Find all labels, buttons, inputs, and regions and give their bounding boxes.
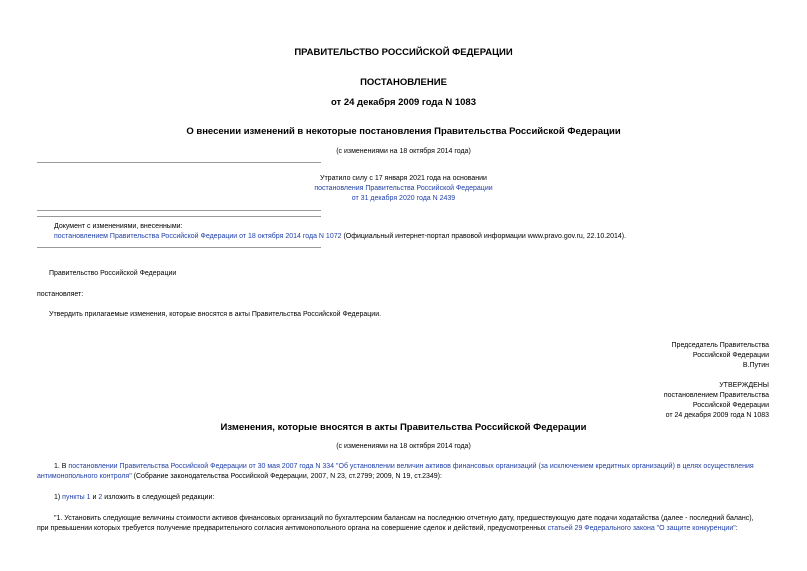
- paragraph-2: [54, 494, 214, 501]
- amended-note: (с изменениями на 18 октября 2014 года): [336, 148, 471, 155]
- document-date-number: от 24 декабря 2009 года N 1083: [330, 97, 476, 108]
- document-title: О внесении изменений в некоторые постановления Правительства Российской Федерации: [186, 126, 621, 137]
- decree-334-title-link[interactable]: "Об установлении величин активов финансовых организаций (за исключением кредитных организаций) в целях осуществления: [334, 463, 754, 470]
- amendments-label: Документ с изменениями, внесенными:: [54, 223, 183, 230]
- point-2-link[interactable]: 2: [98, 494, 103, 501]
- amendment-source: (Официальный интернет-портал правовой информации www.pravo.gov.ru, 22.10.2014).: [341, 233, 627, 240]
- paragraph-2-and: и: [90, 494, 99, 501]
- paragraph-3-text: при превышении которых требуется получение предварительного согласия антимонопольного органа на совершение сделок и действий, предусмотренных: [37, 525, 548, 532]
- paragraph-3-line-2: [37, 525, 738, 532]
- changes-title: Изменения, которые вносятся в акты Правительства Российской Федерации: [220, 422, 587, 433]
- amendment-decree-link[interactable]: постановлением Правительства Российской Федерации от 18 октября 2014 года N 1072: [54, 233, 342, 240]
- expired-link-date[interactable]: от 31 декабря 2020 года N 2439: [351, 195, 456, 202]
- government-text: Правительство Российской Федерации: [49, 270, 177, 277]
- amendments-line: [54, 233, 626, 240]
- divider: [37, 247, 321, 248]
- decree-334-link[interactable]: постановлении Правительства Российской Федерации от 30 мая 2007 года N 334: [68, 463, 335, 470]
- paragraph-2-prefix: 1): [54, 494, 63, 501]
- government-heading: ПРАВИТЕЛЬСТВО РОССИЙСКОЙ ФЕДЕРАЦИИ: [294, 47, 513, 58]
- divider: [37, 216, 321, 217]
- approved-by: постановлением Правительства: [663, 392, 769, 399]
- approved-date: от 24 декабря 2009 года N 1083: [665, 412, 769, 419]
- article-29-link[interactable]: статьей 29 Федерального закона "О защите конкуренции": [547, 525, 736, 532]
- paragraph-1-prefix: 1. В: [54, 463, 69, 470]
- decree-334-title-link-end[interactable]: антимонопольного контроля": [37, 473, 132, 480]
- changes-amended-note: (с изменениями на 18 октября 2014 года): [336, 443, 471, 450]
- paragraph-1-line-1: [54, 463, 754, 470]
- approve-text: Утвердить прилагаемые изменения, которые вносятся в акты Правительства Российской Федерации.: [49, 311, 382, 318]
- paragraph-2-rest: изложить в следующей редакции:: [102, 494, 215, 501]
- expired-link-decree[interactable]: постановления Правительства Российской Федерации: [314, 185, 493, 192]
- signature-name: В.Путин: [742, 362, 769, 369]
- paragraph-3-end: :: [735, 525, 738, 532]
- paragraph-3-line-1: "1. Установить следующие величины стоимости активов финансовых организаций по бухгалтерским балансам на последнюю отчетную дату, предшествующую дате подачи ходатайства (далее - последний баланс),: [54, 515, 754, 522]
- paragraph-1-line-2: [37, 473, 442, 480]
- divider: [37, 210, 321, 211]
- divider: [37, 162, 321, 163]
- paragraph-1-source: (Собрание законодательства Российской Федерации, 2007, N 23, ст.2799; 2009, N 19, ст.2349):: [131, 473, 442, 480]
- signature-title: Председатель Правительства: [671, 342, 769, 349]
- points-1-link[interactable]: пункты 1: [62, 494, 91, 501]
- approved-country: Российской Федерации: [692, 402, 769, 409]
- decrees-text: постановляет:: [37, 291, 84, 298]
- expired-notice: Утратило силу с 17 января 2021 года на основании: [320, 175, 487, 182]
- signature-country: Российской Федерации: [692, 352, 769, 359]
- document-type: ПОСТАНОВЛЕНИЕ: [360, 77, 447, 88]
- approved-label: УТВЕРЖДЕНЫ: [719, 382, 769, 389]
